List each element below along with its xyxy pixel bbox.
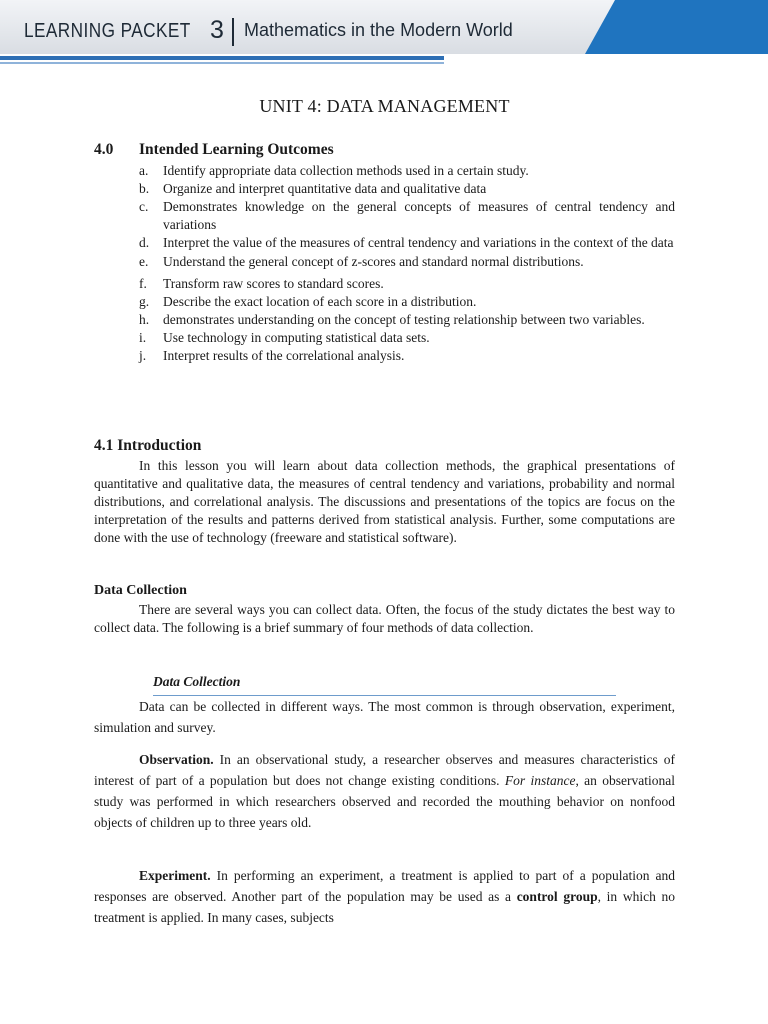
experiment-term: Experiment.	[139, 868, 211, 883]
list-marker: d.	[139, 235, 150, 250]
brand-title: LEARNING PACKET	[24, 20, 191, 42]
list-marker: i.	[139, 330, 147, 345]
list-item-text: Organize and interpret quantitative data and qualitative data	[163, 181, 487, 196]
page-header	[0, 0, 768, 72]
experiment-paragraph	[94, 865, 675, 928]
list-item	[139, 234, 675, 252]
list-item	[139, 329, 675, 347]
list-item	[139, 180, 675, 198]
list-item-text: Use technology in computing statistical data sets.	[163, 330, 430, 345]
outcomes-number: 4.0	[94, 141, 114, 158]
observation-paragraph	[94, 749, 675, 833]
list-marker: c.	[139, 199, 149, 214]
list-marker: j.	[139, 348, 147, 363]
list-item-text: Demonstrates knowledge on the general concepts of measures of central tendency and variations	[163, 199, 675, 232]
data-collection-box-title: Data Collection	[153, 674, 241, 689]
course-title: Mathematics in the Modern World	[244, 20, 513, 40]
control-group-term: control group	[516, 889, 598, 904]
list-item	[139, 347, 675, 365]
unit-title: UNIT 4: DATA MANAGEMENT	[259, 96, 510, 116]
list-item-text: Identify appropriate data collection methods used in a certain study.	[163, 163, 529, 178]
list-item-text: Interpret results of the correlational analysis.	[163, 348, 405, 363]
list-item	[139, 293, 675, 311]
header-divider	[232, 18, 234, 46]
list-item-text: Interpret the value of the measures of central tendency and variations in the context of the data	[163, 235, 674, 250]
list-item	[139, 162, 675, 180]
outcomes-heading	[94, 141, 334, 159]
outcomes-list	[139, 162, 675, 365]
observation-term: Observation.	[139, 752, 214, 767]
list-item	[139, 252, 675, 272]
introduction-heading: 4.1 Introduction	[94, 437, 202, 454]
page-number: 3	[210, 16, 224, 44]
data-collection-paragraph: There are several ways you can collect data. Often, the focus of the study dictates the best way to collect data. The following is a brief summary of four methods of data collection.	[94, 602, 675, 635]
list-marker: b.	[139, 181, 150, 196]
observation-text-1: In an observational study, a researcher observes and measures characteristics of interest of part of a population but does not change existing conditions.	[94, 752, 675, 788]
list-item	[139, 198, 675, 234]
observation-text-2: , an observational study was performed in which researchers observed and recorded the mouthing behavior on nonfood objects of children up to three years old.	[94, 773, 675, 830]
list-item	[139, 311, 675, 329]
experiment-text-1: In performing an experiment, a treatment is applied to part of a population and responses are observed. Another part of the population may be used as a	[94, 868, 675, 904]
list-item	[139, 275, 675, 293]
header-accent-block	[585, 0, 768, 54]
list-marker: g.	[139, 294, 150, 309]
outcomes-heading-text: Intended Learning Outcomes	[139, 141, 334, 158]
header-rule	[0, 56, 444, 60]
list-marker: a.	[139, 163, 149, 178]
list-marker: f.	[139, 276, 147, 291]
list-item-text: Understand the general concept of z-scores and standard normal distributions.	[163, 254, 584, 269]
data-collection-box-paragraph: Data can be collected in different ways. The most common is through observation, experiment, simulation and survey.	[94, 699, 675, 735]
observation-italic: For instance	[504, 773, 576, 788]
list-marker: h.	[139, 312, 150, 327]
list-marker: e.	[139, 254, 149, 269]
header-rule-thin	[0, 62, 444, 64]
introduction-paragraph: In this lesson you will learn about data collection methods, the graphical presentations of quantitative and qualitative data, the measures of central tendency and variations, probability and normal distributions, and correlational analysis. The discussions and presentations of the topics are focus on the interpretation of the results and patterns derived from statistical analysis. Further, some computations are done with the use of technology (freeware and statistical software).	[94, 458, 675, 545]
list-item-text: demonstrates understanding on the concept of testing relationship between two variables.	[163, 312, 645, 327]
list-item-text: Describe the exact location of each score in a distribution.	[163, 294, 477, 309]
list-item-text: Transform raw scores to standard scores.	[163, 276, 384, 291]
experiment-text-2: , in which no treatment is applied. In many cases, subjects	[94, 889, 675, 925]
data-collection-heading: Data Collection	[94, 583, 187, 598]
